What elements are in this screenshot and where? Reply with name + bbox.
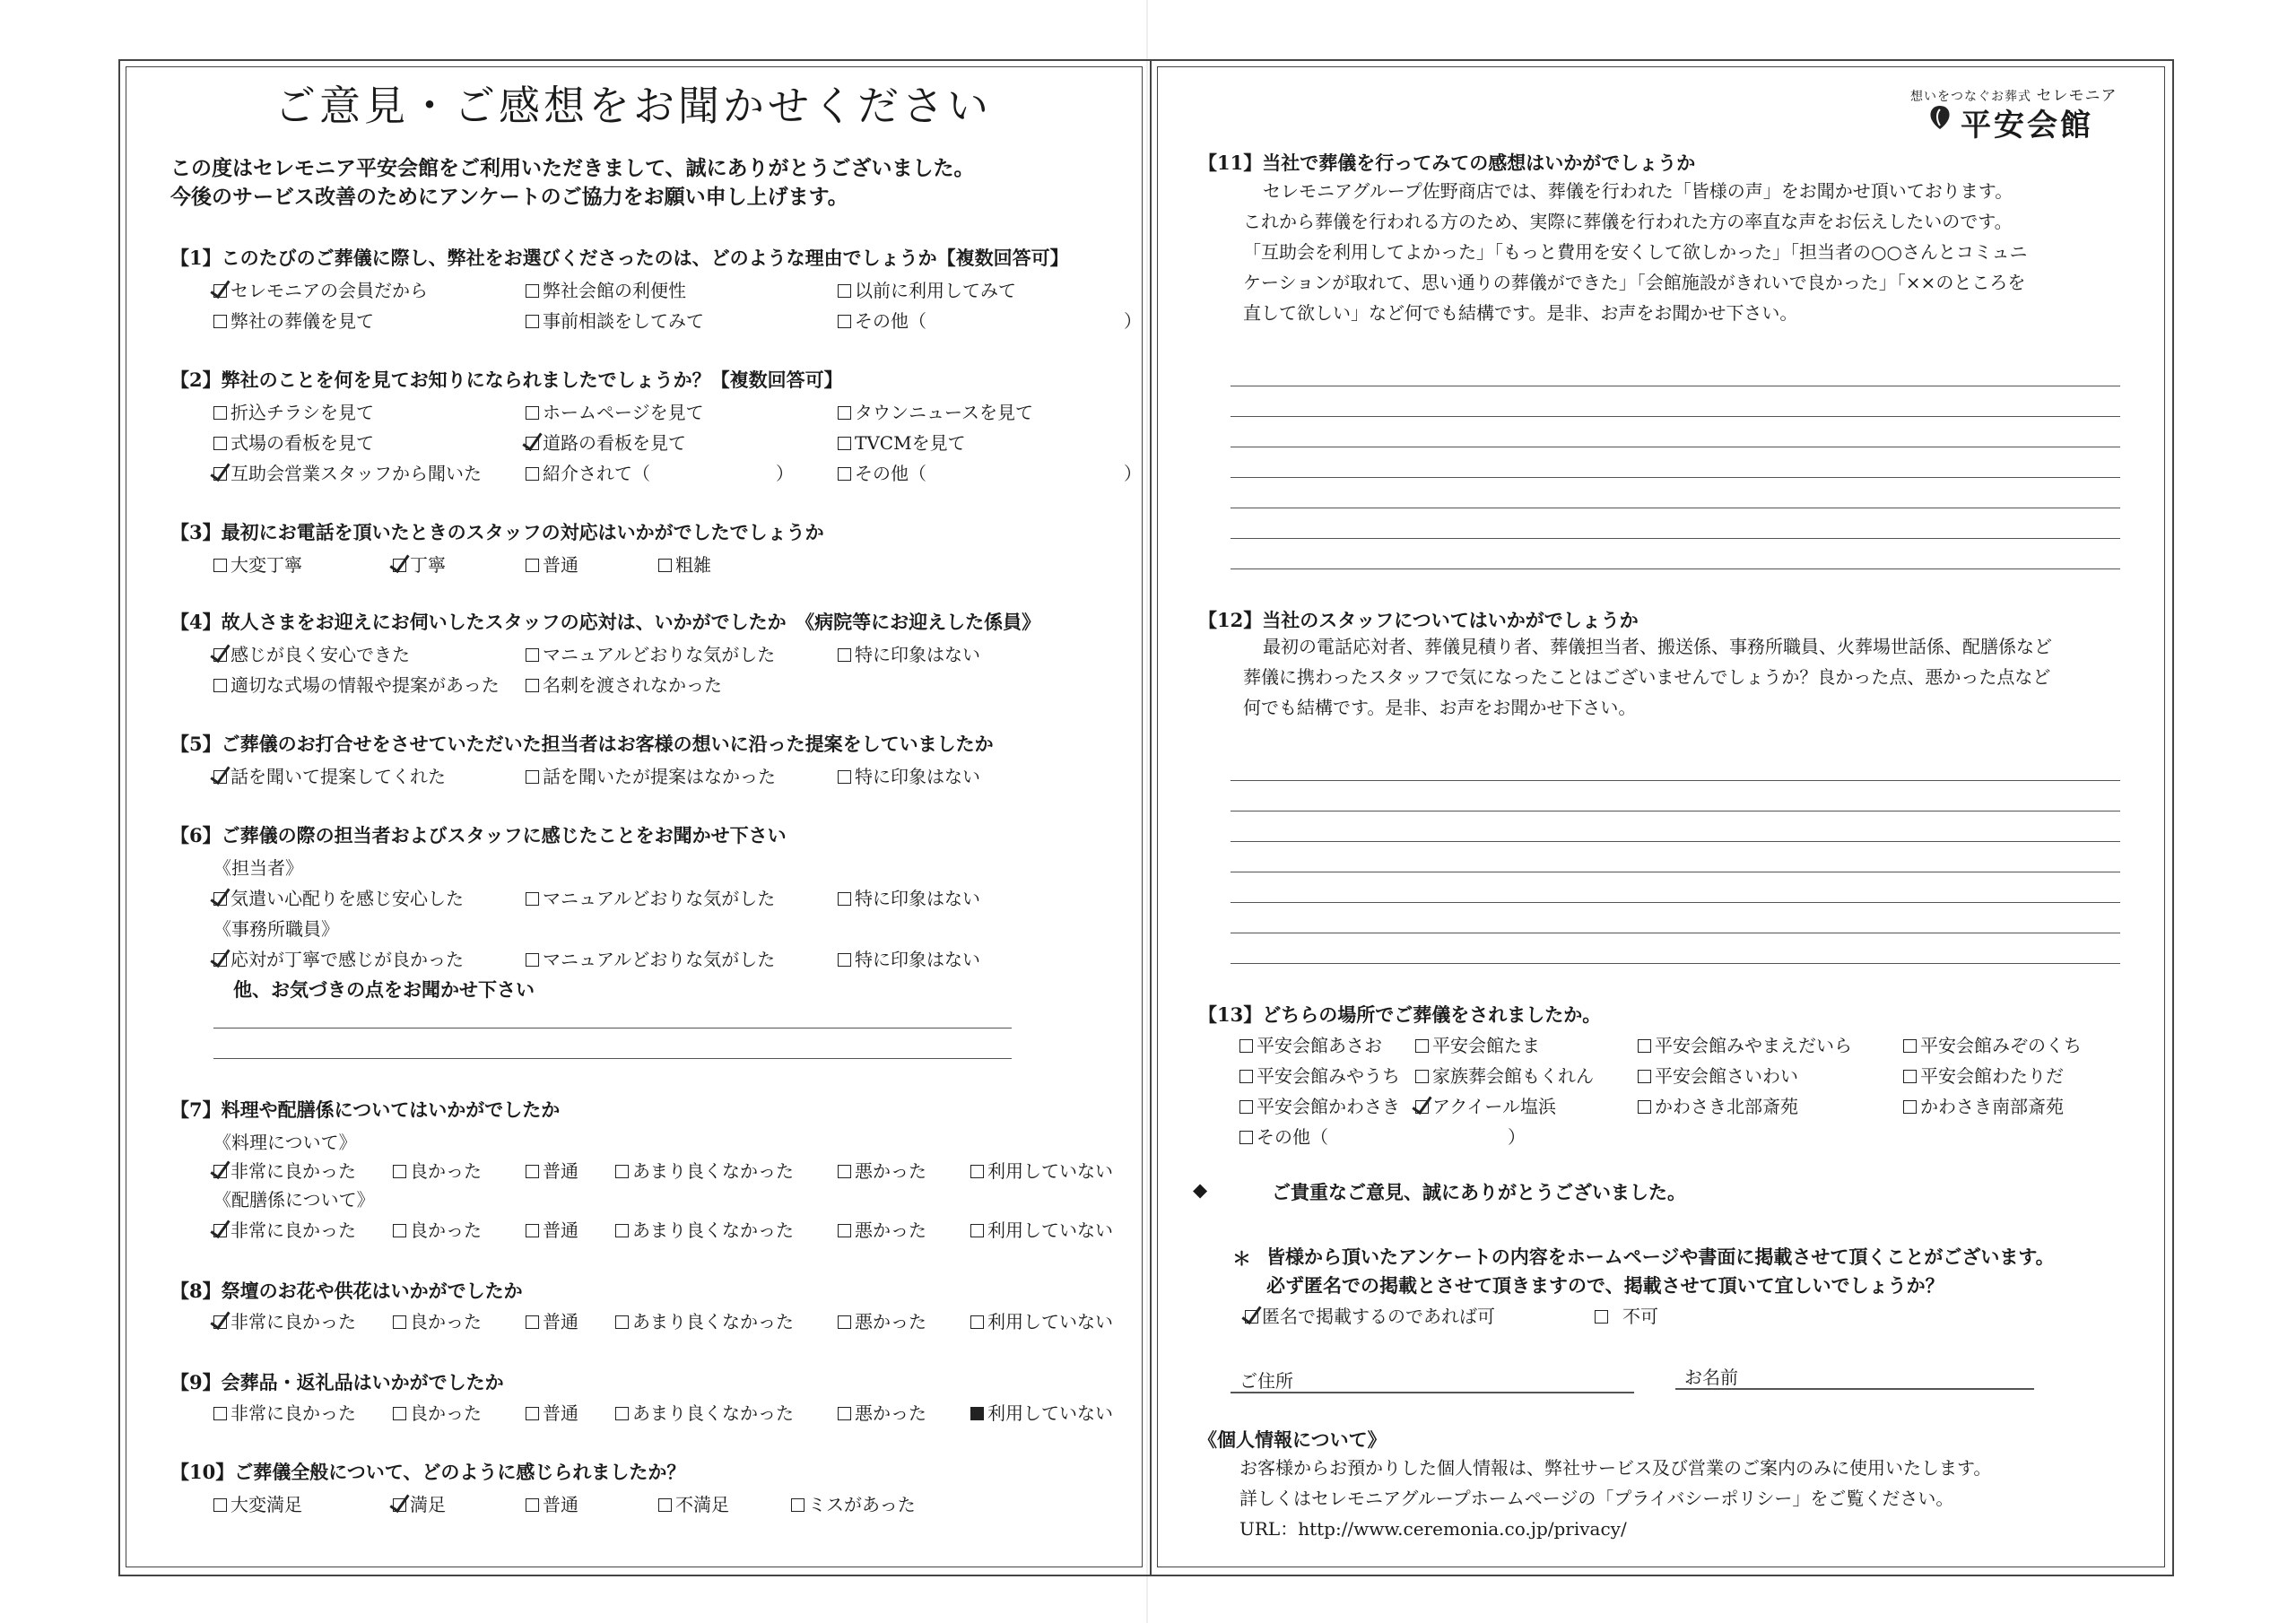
checkbox-icon[interactable]	[526, 770, 539, 784]
checkbox-icon[interactable]	[1239, 1039, 1253, 1053]
q8-option[interactable]: 非常に良かった	[213, 1307, 356, 1333]
q2-option[interactable]: 折込チラシを見て	[213, 398, 374, 424]
checkbox-icon[interactable]	[1595, 1310, 1608, 1324]
q13-option[interactable]: かわさき南部斎苑	[1903, 1092, 2064, 1118]
q12-write-line-3[interactable]	[1231, 841, 2120, 842]
checkbox-icon[interactable]	[1638, 1100, 1651, 1114]
q1-label: 【1】このたびのご葬儀に際し、弊社をお選びくださったのは、どのような理由でしょうか【複数回答可】	[170, 247, 1069, 269]
q8-label: 【8】祭壇のお花や供花はいかがでしたか	[170, 1280, 523, 1302]
checkbox-icon[interactable]	[213, 679, 227, 692]
checkbox-icon[interactable]	[1903, 1100, 1917, 1114]
checkbox-icon[interactable]	[526, 1224, 539, 1237]
q3-option[interactable]: 大変丁寧	[213, 551, 302, 577]
q11-text-line: これから葬儀を行われる方のため、実際に葬儀を行われた方の率直な声をお伝えしたいのです。	[1243, 211, 2013, 232]
q6-option[interactable]: 応対が丁寧で感じが良かった	[213, 945, 464, 971]
q11-write-line-2[interactable]	[1231, 416, 2120, 417]
checkbox-icon[interactable]	[393, 1315, 406, 1329]
checkbox-icon[interactable]	[1245, 1310, 1258, 1324]
checkbox-icon[interactable]	[838, 1224, 851, 1237]
q6-option[interactable]: マニュアルどおりな気がした	[526, 945, 775, 971]
q11-label: 【11】当社で葬儀を行ってみての感想はいかがでしょうか	[1198, 152, 1696, 174]
checkbox-icon[interactable]	[213, 315, 227, 328]
checkbox-icon[interactable]	[393, 1224, 406, 1237]
checkbox-icon[interactable]	[1239, 1100, 1253, 1114]
checkbox-icon[interactable]	[213, 467, 227, 481]
q2-option[interactable]: 紹介されて（ ）	[526, 459, 794, 485]
q11-text	[1243, 176, 2028, 328]
checkbox-icon[interactable]	[393, 559, 406, 572]
q11-text-line: セレモニアグループ佐野商店では、葬儀を行われた「皆様の声」をお聞かせ頂いております。	[1263, 180, 2013, 202]
q7-sub-food: 《料理について》	[213, 1132, 357, 1153]
checkbox-icon[interactable]	[838, 437, 851, 450]
q7-option[interactable]: 利用していない	[970, 1216, 1113, 1242]
q11-write-line-7[interactable]	[1231, 568, 2120, 569]
checkbox-icon[interactable]	[213, 406, 227, 420]
q7-option[interactable]: あまり良くなかった	[615, 1157, 794, 1183]
checkbox-icon[interactable]	[1903, 1039, 1917, 1053]
checkbox-icon[interactable]	[838, 770, 851, 784]
checkbox-icon[interactable]	[838, 892, 851, 906]
q12-text	[1243, 631, 2052, 723]
checkbox-icon[interactable]	[1239, 1131, 1253, 1144]
q7-option[interactable]: 非常に良かった	[213, 1216, 356, 1242]
page-title: ご意見・ご感想をお聞かせください	[274, 82, 992, 130]
q4-option[interactable]: 特に印象はない	[838, 640, 980, 666]
q6-option[interactable]: 気遣い心配りを感じ安心した	[213, 884, 464, 910]
q1-option[interactable]: 弊社会館の利便性	[526, 276, 686, 302]
q1-option[interactable]: その他（ ）	[838, 307, 1142, 333]
name-line[interactable]	[1675, 1388, 2034, 1390]
q11-write-line-6[interactable]	[1231, 538, 2120, 539]
q7-option[interactable]: 利用していない	[970, 1157, 1113, 1183]
q11-write-line-4[interactable]	[1231, 477, 2120, 478]
address-label: ご住所	[1239, 1370, 1293, 1392]
q2-option[interactable]: その他（ ）	[838, 459, 1142, 485]
q9-option[interactable]: 悪かった	[838, 1399, 926, 1425]
q13-option[interactable]: 平安会館たま	[1415, 1031, 1540, 1057]
checkbox-icon[interactable]	[1415, 1100, 1429, 1114]
publish-mark: ＊	[1232, 1247, 1251, 1270]
q13-option[interactable]: かわさき北部斎苑	[1638, 1092, 1798, 1118]
q8-option[interactable]: 普通	[526, 1307, 578, 1333]
q13-option[interactable]: アクイール塩浜	[1415, 1092, 1556, 1118]
checkbox-icon[interactable]	[213, 770, 227, 784]
checkbox-icon[interactable]	[213, 559, 227, 572]
q7-sub-server: 《配膳係について》	[213, 1189, 375, 1211]
checkbox-icon[interactable]	[393, 1165, 406, 1178]
q10-option[interactable]: 大変満足	[213, 1490, 302, 1516]
privacy-url[interactable]: URL：http://www.ceremonia.co.jp/privacy/	[1239, 1518, 1627, 1540]
q6-write-line-2[interactable]	[213, 1058, 1012, 1059]
q9-option[interactable]: 普通	[526, 1399, 578, 1425]
checkbox-icon[interactable]	[526, 892, 539, 906]
privacy-line: お客様からお預かりした個人情報は、弊社サービス及び営業のご案内のみに使用いたします。	[1239, 1457, 1992, 1479]
checkbox-icon[interactable]	[970, 1165, 984, 1178]
q2-label: 【2】弊社のことを何を見てお知りになられましたでしょうか？【複数回答可】	[170, 369, 843, 391]
checkbox-icon[interactable]	[213, 953, 227, 967]
checkbox-icon[interactable]	[838, 1165, 851, 1178]
checkbox-icon[interactable]	[838, 953, 851, 967]
q9-option[interactable]: 利用していない	[970, 1399, 1113, 1425]
q12-text-line: 葬儀に携わったスタッフで気になったことはございませんでしょうか？良かった点、悪かった点など	[1243, 666, 2051, 688]
q8-option[interactable]: 悪かった	[838, 1307, 926, 1333]
checkbox-icon[interactable]	[213, 1498, 227, 1512]
checkbox-icon[interactable]	[615, 1165, 629, 1178]
q6-sub-office: 《事務所職員》	[213, 918, 339, 940]
checkbox-icon[interactable]	[838, 467, 851, 481]
checkbox-icon[interactable]	[526, 1498, 539, 1512]
checkbox-icon[interactable]	[213, 648, 227, 662]
checkbox-icon[interactable]	[615, 1315, 629, 1329]
checkbox-icon[interactable]	[213, 1407, 227, 1420]
q2-option[interactable]: タウンニュースを見て	[838, 398, 1033, 424]
q13-option[interactable]: 平安会館あさお	[1239, 1031, 1382, 1057]
checkbox-icon[interactable]	[526, 648, 539, 662]
q13-option[interactable]: 平安会館さいわい	[1638, 1062, 1798, 1088]
address-line[interactable]	[1231, 1392, 1634, 1393]
q6-option[interactable]: マニュアルどおりな気がした	[526, 884, 775, 910]
publish-option[interactable]: 匿名で掲載するのであれば可	[1245, 1302, 1495, 1328]
checkbox-icon[interactable]	[1638, 1070, 1651, 1083]
q7-option[interactable]: 普通	[526, 1216, 578, 1242]
brand-name: 平安会館	[1961, 108, 2093, 143]
q6-option[interactable]: 特に印象はない	[838, 884, 980, 910]
intro-line-2: 今後のサービス改善のためにアンケートのご協力をお願い申し上げます。	[170, 185, 848, 209]
checkbox-icon[interactable]	[213, 1224, 227, 1237]
checkbox-icon[interactable]	[970, 1224, 984, 1237]
brand-logo-icon	[1926, 102, 1953, 133]
q6-option[interactable]: 特に印象はない	[838, 945, 980, 971]
intro-line-1: この度はセレモニア平安会館をご利用いただきまして、誠にありがとうございました。	[170, 156, 975, 180]
checkbox-icon[interactable]	[838, 406, 851, 420]
checkbox-icon[interactable]	[213, 1315, 227, 1329]
checkbox-icon[interactable]	[526, 679, 539, 692]
checkbox-icon[interactable]	[526, 559, 539, 572]
q10-option[interactable]: ミスがあった	[791, 1490, 916, 1516]
q3-option[interactable]: 粗雑	[658, 551, 711, 577]
checkbox-icon[interactable]	[1239, 1070, 1253, 1083]
q2-option[interactable]: ホームページを見て	[526, 398, 704, 424]
q2-option[interactable]: 互助会営業スタッフから聞いた	[213, 459, 482, 485]
q12-text-line: 何でも結構です。是非、お声をお聞かせ下さい。	[1243, 697, 1637, 718]
checkbox-icon[interactable]	[213, 437, 227, 450]
q12-write-line-7[interactable]	[1231, 963, 2120, 964]
intro-text	[170, 154, 975, 212]
q9-option[interactable]: 非常に良かった	[213, 1399, 356, 1425]
q13-option[interactable]: 家族葬会館もくれん	[1415, 1062, 1594, 1088]
q10-option[interactable]: 満足	[393, 1490, 446, 1516]
q12-text-line: 最初の電話応対者、葬儀見積り者、葬儀担当者、搬送係、事務所職員、火葬場世話係、配膳係など	[1263, 636, 2052, 657]
brand-tagline: 想いをつなぐお葬式 セレモニア	[1910, 87, 2118, 105]
q13-option[interactable]: 平安会館わたりだ	[1903, 1062, 2064, 1088]
q6-label: 【6】ご葬儀の際の担当者およびスタッフに感じたことをお聞かせ下さい	[170, 824, 787, 846]
checkbox-icon[interactable]	[615, 1407, 629, 1420]
q9-option[interactable]: あまり良くなかった	[615, 1399, 794, 1425]
checkbox-icon[interactable]	[970, 1315, 984, 1329]
q7-label: 【7】料理や配膳係についてはいかがでしたか	[170, 1098, 561, 1121]
q11-text-line: 直して欲しい」など何でも結構です。是非、お声をお聞かせ下さい。	[1243, 302, 1798, 324]
checkbox-icon[interactable]	[213, 1165, 227, 1178]
checkbox-icon[interactable]	[838, 648, 851, 662]
q4-option[interactable]: 名刺を渡されなかった	[526, 671, 722, 697]
q3-label: 【3】最初にお電話を頂いたときのスタッフの対応はいかがでしたでしょうか	[170, 521, 824, 543]
privacy-title: 《個人情報について》	[1198, 1428, 1387, 1451]
checkbox-icon[interactable]	[393, 1407, 406, 1420]
checkbox-icon[interactable]	[213, 284, 227, 298]
q8-option[interactable]: あまり良くなかった	[615, 1307, 794, 1333]
q10-option[interactable]: 不満足	[658, 1490, 729, 1516]
checkbox-icon[interactable]	[526, 284, 539, 298]
q7-option[interactable]: 悪かった	[838, 1157, 926, 1183]
checkbox-icon[interactable]	[970, 1407, 984, 1420]
checkbox-icon[interactable]	[658, 1498, 672, 1512]
q5-label: 【5】ご葬儀のお打合せをさせていただいた担当者はお客様の想いに沿った提案をしていましたか	[170, 733, 994, 755]
checkbox-icon[interactable]	[213, 892, 227, 906]
checkbox-icon[interactable]	[615, 1224, 629, 1237]
q7-option[interactable]: 悪かった	[838, 1216, 926, 1242]
q3-option[interactable]: 普通	[526, 551, 578, 577]
q12-label: 【12】当社のスタッフについてはいかがでしょうか	[1198, 609, 1639, 631]
q13-option[interactable]: 平安会館みぞのくち	[1903, 1031, 2082, 1057]
checkbox-icon[interactable]	[393, 1498, 406, 1512]
q11-text-line: ケーションが取れて、思い通りの葬儀ができた」「会館施設がきれいで良かった」「××のところを	[1243, 272, 2026, 293]
publish-option[interactable]: 不可	[1595, 1302, 1658, 1328]
q5-option[interactable]: 特に印象はない	[838, 762, 980, 788]
q3-option[interactable]: 丁寧	[393, 551, 446, 577]
checkbox-icon[interactable]	[526, 953, 539, 967]
q13-option[interactable]: 平安会館かわさき	[1239, 1092, 1400, 1118]
checkbox-icon[interactable]	[526, 467, 539, 481]
q2-option[interactable]: 道路の看板を見て	[526, 429, 686, 455]
q4-option[interactable]: 感じが良く安心できた	[213, 640, 410, 666]
q13-option[interactable]: その他（ ）	[1239, 1123, 1526, 1149]
checkbox-icon[interactable]	[658, 559, 672, 572]
checkbox-icon[interactable]	[838, 315, 851, 328]
q8-option[interactable]: 良かった	[393, 1307, 482, 1333]
q1-option[interactable]: 事前相談をしてみて	[526, 307, 704, 333]
q12-write-line-2[interactable]	[1231, 811, 2120, 812]
q7-option[interactable]: 非常に良かった	[213, 1157, 356, 1183]
privacy-text	[1239, 1453, 1991, 1544]
q10-label: 【10】ご葬儀全般について、どのように感じられましたか？	[170, 1461, 686, 1483]
checkbox-icon[interactable]	[526, 437, 539, 450]
q5-option[interactable]: 話を聞いて提案してくれた	[213, 762, 446, 788]
q6-sub-staff: 《担当者》	[213, 857, 303, 879]
q5-option[interactable]: 話を聞いたが提案はなかった	[526, 762, 776, 788]
checkbox-icon[interactable]	[1415, 1070, 1429, 1083]
thanks-text: ご貴重なご意見、誠にありがとうございました。	[1272, 1181, 1686, 1203]
q13-option[interactable]: 平安会館みやうち	[1239, 1062, 1400, 1088]
q7-option[interactable]: あまり良くなかった	[615, 1216, 794, 1242]
q4-label: 【4】故人さまをお迎えにお伺いしたスタッフの応対は、いかがでしたか 《病院等にお迎えした係員》	[170, 611, 1041, 633]
checkbox-icon[interactable]	[838, 1315, 851, 1329]
checkbox-icon[interactable]	[526, 406, 539, 420]
checkbox-icon[interactable]	[1638, 1039, 1651, 1053]
q2-option[interactable]: 式場の看板を見て	[213, 429, 374, 455]
q13-option[interactable]: 平安会館みやまえだいら	[1638, 1031, 1852, 1057]
q12-write-line-1[interactable]	[1231, 780, 2120, 781]
q1-option[interactable]: セレモニアの会員だから	[213, 276, 428, 302]
q2-option[interactable]: TVCMを見て	[838, 429, 966, 455]
q9-label: 【9】会葬品・返礼品はいかがでしたか	[170, 1371, 504, 1393]
q4-option[interactable]: マニュアルどおりな気がした	[526, 640, 775, 666]
q7-option[interactable]: 良かった	[393, 1216, 482, 1242]
q4-option[interactable]: 適切な式場の情報や提案があった	[213, 671, 500, 697]
q9-option[interactable]: 良かった	[393, 1399, 482, 1425]
q1-option[interactable]: 弊社の葬儀を見て	[213, 307, 374, 333]
q10-option[interactable]: 普通	[526, 1490, 578, 1516]
q6-other-label: 他、お気づきの点をお聞かせ下さい	[233, 978, 535, 1001]
q7-option[interactable]: 普通	[526, 1157, 578, 1183]
q7-option[interactable]: 良かった	[393, 1157, 482, 1183]
checkbox-icon[interactable]	[526, 1407, 539, 1420]
checkbox-icon[interactable]	[1415, 1039, 1429, 1053]
checkbox-icon[interactable]	[838, 1407, 851, 1420]
checkbox-icon[interactable]	[526, 315, 539, 328]
checkbox-icon[interactable]	[838, 284, 851, 298]
privacy-line: 詳しくはセレモニアグループホームページの「プライバシーポリシー」をご覧ください。	[1239, 1488, 1954, 1509]
thanks-bullet: ◆	[1193, 1178, 1208, 1201]
checkbox-icon[interactable]	[526, 1165, 539, 1178]
name-label: お名前	[1684, 1367, 1738, 1388]
checkbox-icon[interactable]	[1903, 1070, 1917, 1083]
q8-option[interactable]: 利用していない	[970, 1307, 1113, 1333]
q13-label: 【13】どちらの場所でご葬儀をされましたか。	[1198, 1003, 1602, 1026]
brand-company: セレモニア	[2036, 87, 2118, 105]
q12-write-line-5[interactable]	[1231, 902, 2120, 903]
checkbox-icon[interactable]	[791, 1498, 804, 1512]
q1-option[interactable]: 以前に利用してみて	[838, 276, 1016, 302]
checkbox-icon[interactable]	[526, 1315, 539, 1329]
q11-text-line: 「互助会を利用してよかった」「もっと費用を安くして欲しかった」「担当者の○○さんとコミュニ	[1243, 241, 2028, 263]
publish-line-1: 皆様から頂いたアンケートの内容をホームページや書面に掲載させて頂くことがございます。	[1266, 1245, 2055, 1268]
publish-line-2: 必ず匿名での掲載とさせて頂きますので、掲載させて頂いて宜しいでしょうか？	[1266, 1274, 1944, 1297]
